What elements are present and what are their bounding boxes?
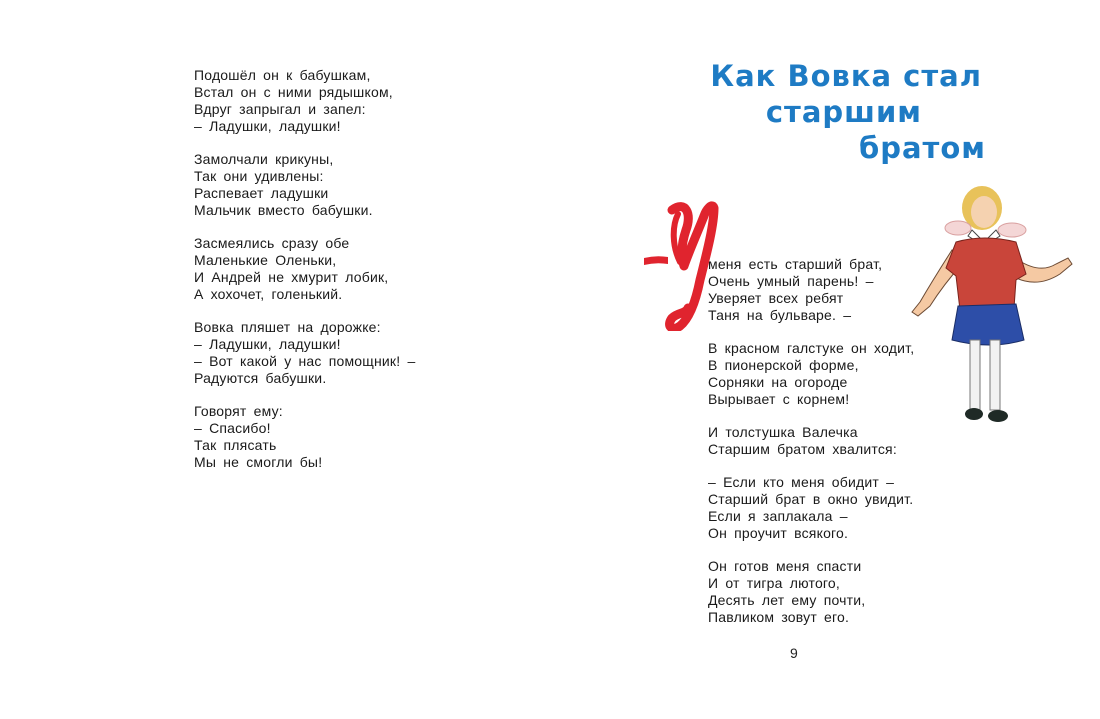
poem-line: Таня на бульваре. – [708, 307, 852, 323]
poem-line: Так они удивлены: [194, 168, 324, 184]
poem-line: Десять лет ему почти, [708, 592, 866, 608]
poem-line: Он проучит всякого. [708, 525, 849, 541]
title-line: Как Вовка стал [710, 59, 982, 93]
right-page [550, 0, 1100, 719]
poem-line: В пионерской форме, [708, 357, 859, 373]
poem-line: Уверяет всех ребят [708, 290, 844, 306]
poem-line: Подошёл он к бабушкам, [194, 67, 371, 83]
girl-illustration [900, 180, 1090, 432]
left-poem [194, 67, 415, 487]
stanza [708, 424, 914, 458]
poem-line: Старший брат в окно увидит. [708, 491, 914, 507]
poem-line: – Спасибо! [194, 420, 271, 436]
stanza [708, 340, 914, 408]
poem-line: Если я заплакала – [708, 508, 848, 524]
poem-title [710, 58, 986, 166]
right-poem [708, 256, 914, 642]
poem-line: Радуются бабушки. [194, 370, 327, 386]
stanza [194, 151, 415, 219]
poem-line: Встал он с ними рядышком, [194, 84, 393, 100]
poem-line: Распевает ладушки [194, 185, 329, 201]
poem-line: Говорят ему: [194, 403, 283, 419]
page-number: 9 [790, 645, 798, 661]
poem-line: Очень умный парень! – [708, 273, 874, 289]
title-line: старшим [765, 95, 922, 129]
title-line: братом [858, 131, 986, 165]
stanza [194, 403, 415, 471]
stanza [194, 319, 415, 387]
poem-line: И Андрей не хмурит лобик, [194, 269, 389, 285]
poem-line: Маленькие Оленьки, [194, 252, 337, 268]
poem-line: Павликом зовут его. [708, 609, 850, 625]
poem-line: Он готов меня спасти [708, 558, 862, 574]
poem-line: Мы не смогли бы! [194, 454, 323, 470]
poem-line: Замолчали крикуны, [194, 151, 334, 167]
poem-line: – Если кто меня обидит – [708, 474, 895, 490]
poem-line: Вовка пляшет на дорожке: [194, 319, 381, 335]
poem-line: меня есть старший брат, [708, 256, 883, 272]
poem-line: Засмеялись сразу обе [194, 235, 350, 251]
poem-line: Вдруг запрыгал и запел: [194, 101, 366, 117]
poem-line: А хохочет, голенький. [194, 286, 343, 302]
poem-line: И от тигра лютого, [708, 575, 841, 591]
poem-line: Сорняки на огороде [708, 374, 848, 390]
stanza [194, 67, 415, 135]
poem-line: – Ладушки, ладушки! [194, 118, 341, 134]
poem-line: И толстушка Валечка [708, 424, 858, 440]
poem-line: – Ладушки, ладушки! [194, 336, 341, 352]
stanza [708, 474, 914, 542]
poem-line: Так плясать [194, 437, 277, 453]
poem-line: В красном галстуке он ходит, [708, 340, 915, 356]
poem-line: Мальчик вместо бабушки. [194, 202, 373, 218]
stanza [194, 235, 415, 303]
stanza [708, 558, 914, 626]
poem-line: Старшим братом хвалится: [708, 441, 897, 457]
stanza [708, 256, 914, 324]
poem-line: – Вот какой у нас помощник! – [194, 353, 416, 369]
poem-line: Вырывает с корнем! [708, 391, 850, 407]
